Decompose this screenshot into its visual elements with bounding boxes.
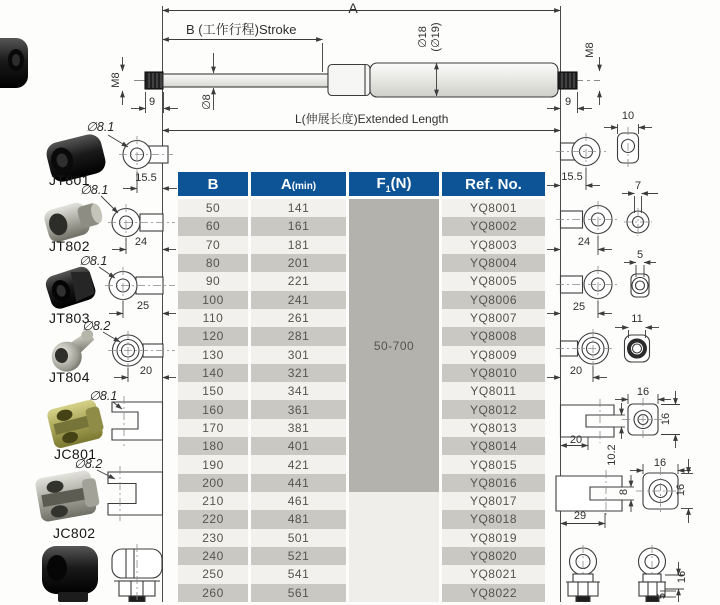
cell-a: 481 [251,510,346,528]
dim-29-label: 29 [573,510,587,522]
cell-b: 260 [178,584,248,602]
dim-16-ballstud-label: 16 [675,570,688,584]
dim-16-top1-label: 16 [636,386,650,398]
dim-16-side2-label: 16 [674,483,687,497]
end-view-5 [624,263,656,298]
dim-phi18-label [417,13,443,61]
end-view-11 [615,328,659,363]
dim-16-side1-label: 16 [659,412,672,426]
cell-b: 80 [178,254,248,272]
dim-9-right-label: 9 [564,96,572,108]
dim-20-right-label: 20 [569,365,583,377]
jc802-dia-label: ∅8.2 [74,457,103,471]
spec-table-body [178,199,545,602]
cell-a: 321 [251,364,346,382]
cell-ref: YQ8008 [442,327,545,345]
spec-table-header [178,172,545,199]
jt802-dia-label: ∅8.1 [80,183,109,197]
cell-ref: YQ8020 [442,547,545,565]
jc801-side-view [112,396,163,446]
cell-ref: YQ8015 [442,455,545,473]
cell-b: 180 [178,437,248,455]
jt801-dia-label: ∅8.1 [86,120,115,134]
cell-a: 521 [251,547,346,565]
f1-merged-lower-cell [349,492,439,602]
cell-ref: YQ8004 [442,254,545,272]
dim-b-stroke-label: B (工作行程)Stroke [186,22,297,37]
extended-length-label: L(伸展长度)Extended Length [295,112,449,126]
cell-ref: YQ8002 [442,217,545,235]
col-header-1: A(min) [251,172,346,199]
cell-b: 200 [178,474,248,492]
col-header-0: B [178,172,248,199]
dim-20-clevis-label: 20 [569,434,583,446]
cell-a: 261 [251,309,346,327]
dim-5-label: 5 [636,249,644,261]
cell-ref: YQ8019 [442,529,545,547]
jt803-photo [44,264,98,311]
cell-ref: YQ8007 [442,309,545,327]
jt801-dim-label: 15.5 [135,172,157,184]
phi19-line: (∅19) [430,22,442,52]
jt802-dim-label: 24 [134,236,148,248]
dim-m8-left-label: M8 [109,72,122,88]
dim-11-label: 11 [631,313,643,325]
right-ballstud-side [566,545,600,602]
col-header-2: $F_1(N)$ [349,172,439,199]
dim-m8-right-label: M8 [583,42,596,58]
cell-b: 170 [178,419,248,437]
dim-24-right-label: 24 [577,236,591,248]
spec-table [175,172,548,602]
cell-a: 381 [251,419,346,437]
cell-b: 160 [178,400,248,418]
cell-ref: YQ8006 [442,291,545,309]
dim-7-label: 7 [634,180,642,192]
cell-a: 181 [251,236,346,254]
cell-ref: YQ8016 [442,474,545,492]
jc802-side-view [108,466,163,521]
cell-a: 281 [251,327,346,345]
spec-table-grid [175,172,548,602]
cell-a: 561 [251,584,346,602]
jc802-photo [34,469,101,523]
cell-a: 501 [251,529,346,547]
cell-b: 130 [178,346,248,364]
cell-b: 190 [178,455,248,473]
jt802-name-label: JT802 [49,238,90,254]
cell-a: 301 [251,346,346,364]
table-row [178,492,545,510]
dim-10-2-label: 10.2 [605,444,618,466]
cell-a: 241 [251,291,346,309]
cell-ref: YQ8012 [442,400,545,418]
jt804-dia-label: ∅8.2 [82,319,111,333]
cell-a: 361 [251,400,346,418]
end-view-10 [618,127,639,169]
cell-b: 240 [178,547,248,565]
cell-b: 150 [178,382,248,400]
dim-8-label: 8 [617,488,630,496]
dim-9-left-label: 9 [148,96,156,108]
f1-merged-cell: 50-700 [349,199,439,492]
phi18-line: ∅18 [417,26,429,48]
cell-ref: YQ8013 [442,419,545,437]
jt804-photo [48,329,99,374]
cell-a: 421 [251,455,346,473]
dim-10-label: 10 [621,110,635,122]
cell-ref: YQ8021 [442,565,545,583]
cell-ref: YQ8011 [442,382,545,400]
cell-a: 141 [251,199,346,217]
topleft-partial-photo [0,38,28,88]
table-row [178,199,545,217]
cell-a: 161 [251,217,346,235]
cell-ref: YQ8022 [442,584,545,602]
dim-25-right-label: 25 [572,301,586,313]
cell-ref: YQ8014 [442,437,545,455]
jt804-name-label: JT804 [49,369,90,385]
jt804-dim-label: 20 [139,365,153,377]
cell-b: 120 [178,327,248,345]
cell-ref: YQ8010 [442,364,545,382]
jc801-dia-label: ∅8.1 [89,389,118,403]
bottom-left-photo [42,546,98,602]
cell-a: 541 [251,565,346,583]
cell-b: 50 [178,199,248,217]
cell-b: 70 [178,236,248,254]
end-view-7 [622,194,658,237]
jt801-name-label: JT801 [49,172,90,188]
cell-b: 230 [178,529,248,547]
cell-b: 140 [178,364,248,382]
col-header-3: Ref. No. [442,172,545,199]
jt801-side-view [119,136,177,193]
cell-a: 461 [251,492,346,510]
jc802-name-label: JC802 [53,525,96,541]
jt803-dim-label: 25 [136,300,150,312]
cell-a: 341 [251,382,346,400]
cell-b: 110 [178,309,248,327]
dim-16-top2-label: 16 [653,457,667,469]
cell-ref: YQ8001 [442,199,545,217]
dim-5-ballstud-label: 5 [655,592,668,600]
cell-b: 60 [178,217,248,235]
jc801-name-label: JC801 [54,446,97,462]
cell-ref: YQ8018 [442,510,545,528]
jt803-name-label: JT803 [49,310,90,326]
cell-a: 201 [251,254,346,272]
cell-b: 210 [178,492,248,510]
dim-phi8-label: ∅8 [200,94,213,110]
cell-ref: YQ8005 [442,272,545,290]
cell-b: 220 [178,510,248,528]
cell-b: 100 [178,291,248,309]
dim-15-5-right-label: 15.5 [561,171,583,183]
jt802-photo [42,197,106,244]
cell-b: 90 [178,272,248,290]
cell-ref: YQ8017 [442,492,545,510]
jc801-photo [46,398,106,449]
dim-a-label: A [348,0,358,16]
cell-ref: YQ8009 [442,346,545,364]
cell-ref: YQ8003 [442,236,545,254]
cell-a: 401 [251,437,346,455]
cell-b: 250 [178,565,248,583]
bottom-left-side-view [112,544,162,602]
cell-a: 441 [251,474,346,492]
jt803-dia-label: ∅8.1 [79,254,108,268]
cell-a: 221 [251,272,346,290]
